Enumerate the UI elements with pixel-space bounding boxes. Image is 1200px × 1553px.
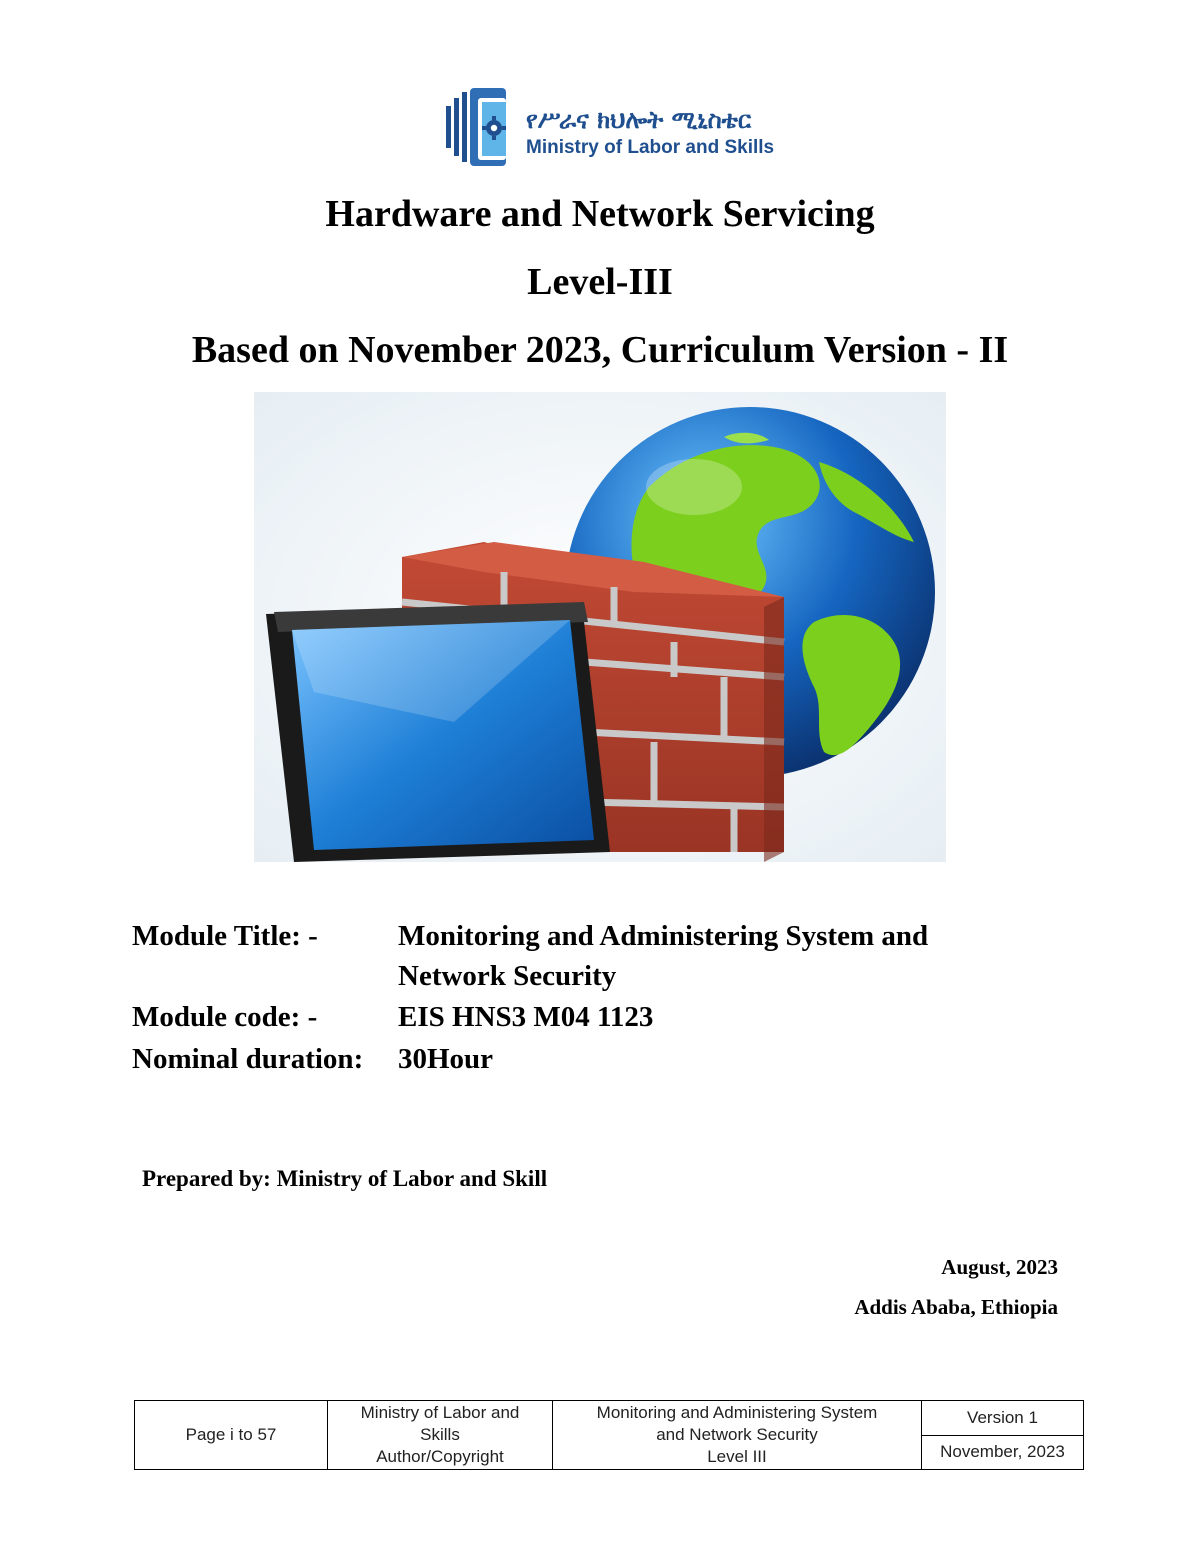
footer-date-cell — [922, 1435, 1084, 1470]
footer-author-line1: Ministry of Labor and — [360, 1403, 520, 1422]
level-title: Level-III — [527, 261, 673, 303]
module-title-value-line1: Monitoring and Administering System and — [398, 920, 929, 952]
footer-author-line2: Skills — [420, 1425, 460, 1444]
prepared-by: Prepared by: Ministry of Labor and Skill — [142, 1166, 548, 1191]
footer-author-line3: Author/Copyright — [376, 1447, 504, 1466]
footer-date: November, 2023 — [940, 1442, 1065, 1462]
firewall-illustration — [254, 392, 946, 862]
module-title-value-line2: Network Security — [398, 960, 617, 992]
logo-amharic-text: የሥራና ክህሎት ሚኒስቴር — [526, 106, 752, 134]
ministry-gear-logo-icon — [444, 84, 522, 170]
footer-module-line1: Monitoring and Administering System — [596, 1403, 878, 1422]
logo-english-text: Ministry of Labor and Skills — [526, 137, 775, 158]
footer-version-cell — [922, 1401, 1084, 1436]
footer-module-line3: Level III — [707, 1447, 767, 1466]
module-title-label: Module Title: - — [132, 920, 318, 952]
nominal-duration-label: Nominal duration: — [132, 1043, 364, 1075]
publication-location: Addis Ababa, Ethiopia — [854, 1295, 1058, 1319]
footer-module-line2: and Network Security — [656, 1425, 818, 1444]
module-code-label: Module code: - — [132, 1001, 318, 1033]
publication-date: August, 2023 — [941, 1255, 1058, 1279]
nominal-duration-value: 30Hour — [398, 1043, 494, 1075]
program-title: Hardware and Network Servicing — [325, 193, 875, 235]
footer-version: Version 1 — [967, 1407, 1038, 1427]
ministry-logo — [444, 84, 775, 170]
footer-author-cell — [328, 1401, 553, 1470]
curriculum-title: Based on November 2023, Curriculum Version - II — [191, 329, 1009, 371]
footer-page-cell — [135, 1401, 328, 1470]
footer-module-cell — [553, 1401, 922, 1470]
module-code-value: EIS HNS3 M04 1123 — [398, 1001, 654, 1033]
firewall-globe-monitor-icon — [254, 392, 946, 862]
footer-page: Page i to 57 — [185, 1425, 277, 1444]
footer-table — [134, 1400, 1084, 1470]
